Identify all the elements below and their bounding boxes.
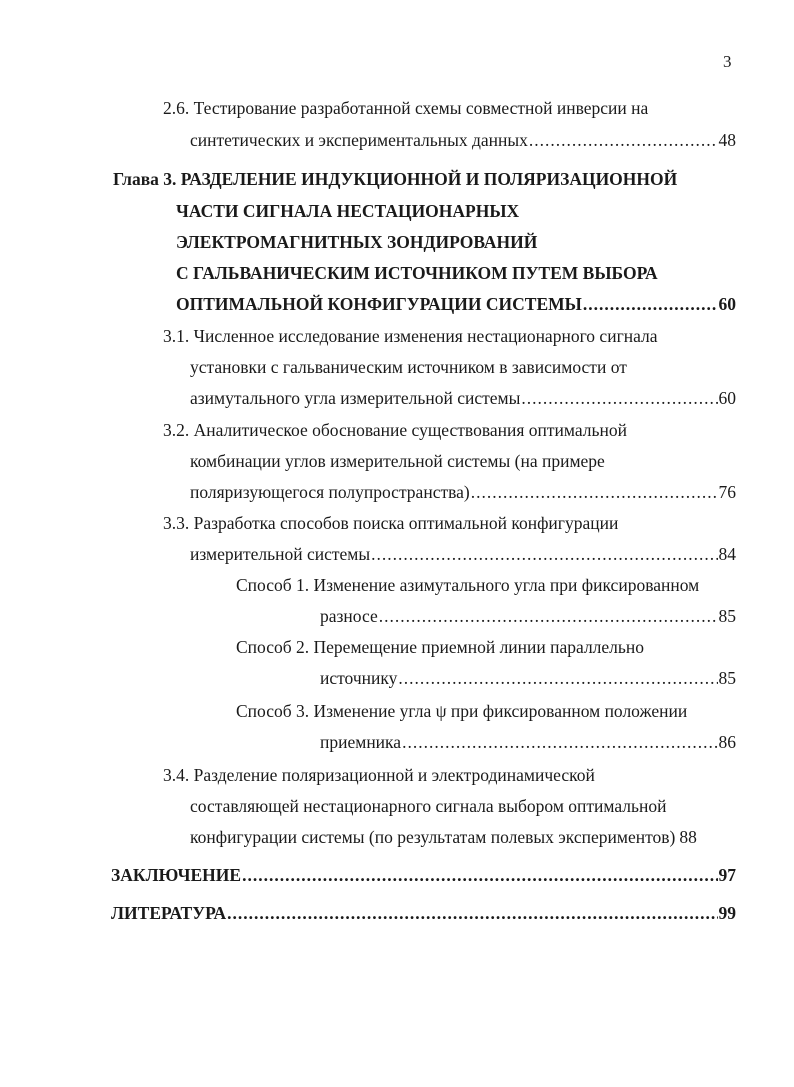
- chapter-heading: ЧАСТИ СИГНАЛА НЕСТАЦИОНАРНЫХ: [176, 201, 520, 221]
- toc-entry-text: конфигурации системы (по результатам полевых экспериментов): [190, 827, 676, 847]
- toc-entry-text: синтетических и экспериментальных данных: [190, 130, 528, 150]
- toc-entry-text: 3.3. Разработка способов поиска оптимальной конфигурации: [163, 513, 619, 533]
- chapter-heading: ОПТИМАЛЬНОЙ КОНФИГУРАЦИИ СИСТЕМЫ: [176, 294, 582, 314]
- toc-page-number: 76: [718, 482, 736, 502]
- dot-leader: [371, 543, 717, 565]
- toc-entry-text: составляющей нестационарного сигнала выбором оптимальной: [190, 796, 667, 816]
- toc-entry-last-line: [320, 667, 736, 689]
- toc-entry-text: 3.2. Аналитическое обоснование существования оптимальной: [163, 420, 627, 440]
- toc-entry-last-line: [320, 605, 736, 627]
- dot-leader: [529, 129, 718, 151]
- toc-page-number: 88: [679, 827, 697, 847]
- toc-page-number: 85: [718, 668, 736, 688]
- chapter-heading: С ГАЛЬВАНИЧЕСКИМ ИСТОЧНИКОМ ПУТЕМ ВЫБОРА: [176, 263, 658, 283]
- toc-entry-text: ЛИТЕРАТУРА: [111, 903, 227, 923]
- toc-page-number: 84: [718, 544, 736, 564]
- dot-leader: [521, 387, 717, 409]
- toc-entry-text: поляризующегося полупространства): [190, 482, 470, 502]
- toc-entry-last-line: [190, 826, 736, 848]
- toc-entry-text: Способ 3. Изменение угла ψ при фиксированном положении: [236, 701, 688, 721]
- dot-leader: [379, 605, 718, 627]
- dot-leader: [398, 667, 717, 689]
- toc-entry-last-line: [190, 481, 736, 503]
- dot-leader: [583, 293, 718, 315]
- toc-entry-text: разносе: [320, 606, 378, 626]
- toc-entry-text: установки с гальваническим источником в зависимости от: [190, 357, 627, 377]
- toc-entry-last-line: [190, 387, 736, 409]
- toc-page-number: 86: [718, 732, 736, 752]
- toc-entry-text: ЗАКЛЮЧЕНИЕ: [111, 865, 242, 885]
- toc-page-number: 48: [718, 130, 736, 150]
- toc-entry-text: 2.6. Тестирование разработанной схемы совместной инверсии на: [163, 98, 649, 118]
- toc-entry-text: Способ 2. Перемещение приемной линии параллельно: [236, 637, 645, 657]
- dot-leader: [242, 864, 717, 886]
- toc-page-number: 99: [718, 903, 736, 923]
- toc-entry-text: Способ 1. Изменение азимутального угла при фиксированном: [236, 575, 700, 595]
- dot-leader: [402, 731, 717, 753]
- page-number: 3: [723, 52, 732, 71]
- toc-entry-text: комбинации углов измерительной системы (на примере: [190, 451, 605, 471]
- chapter-heading: ЭЛЕКТРОМАГНИТНЫХ ЗОНДИРОВАНИЙ: [176, 232, 538, 252]
- toc-entry-text: 3.4. Разделение поляризационной и электродинамической: [163, 765, 595, 785]
- toc-entry-last-line: [190, 129, 736, 151]
- toc-entry-text: приемника: [320, 732, 402, 752]
- toc-page-number: 85: [718, 606, 736, 626]
- chapter-heading: Глава 3. РАЗДЕЛЕНИЕ ИНДУКЦИОННОЙ И ПОЛЯРИЗАЦИОННОЙ: [113, 169, 678, 189]
- toc-entry-conclusion: [111, 864, 736, 886]
- toc-page-number: 97: [718, 865, 736, 885]
- toc-entry-text: 3.1. Численное исследование изменения нестационарного сигнала: [163, 326, 658, 346]
- toc-entry-last-line: [320, 731, 736, 753]
- toc-entry-text: источнику: [320, 668, 398, 688]
- toc-entry-last-line: [190, 543, 736, 565]
- toc-entry-last-line: [176, 293, 736, 315]
- dot-leader: [471, 481, 718, 503]
- toc-entry-literature: [111, 902, 736, 924]
- toc-entry-text: измерительной системы: [190, 544, 371, 564]
- toc-entry-text: азимутального угла измерительной системы: [190, 388, 521, 408]
- toc-page-number: 60: [718, 388, 736, 408]
- dot-leader: [227, 902, 717, 924]
- toc-page-number: 60: [718, 294, 736, 314]
